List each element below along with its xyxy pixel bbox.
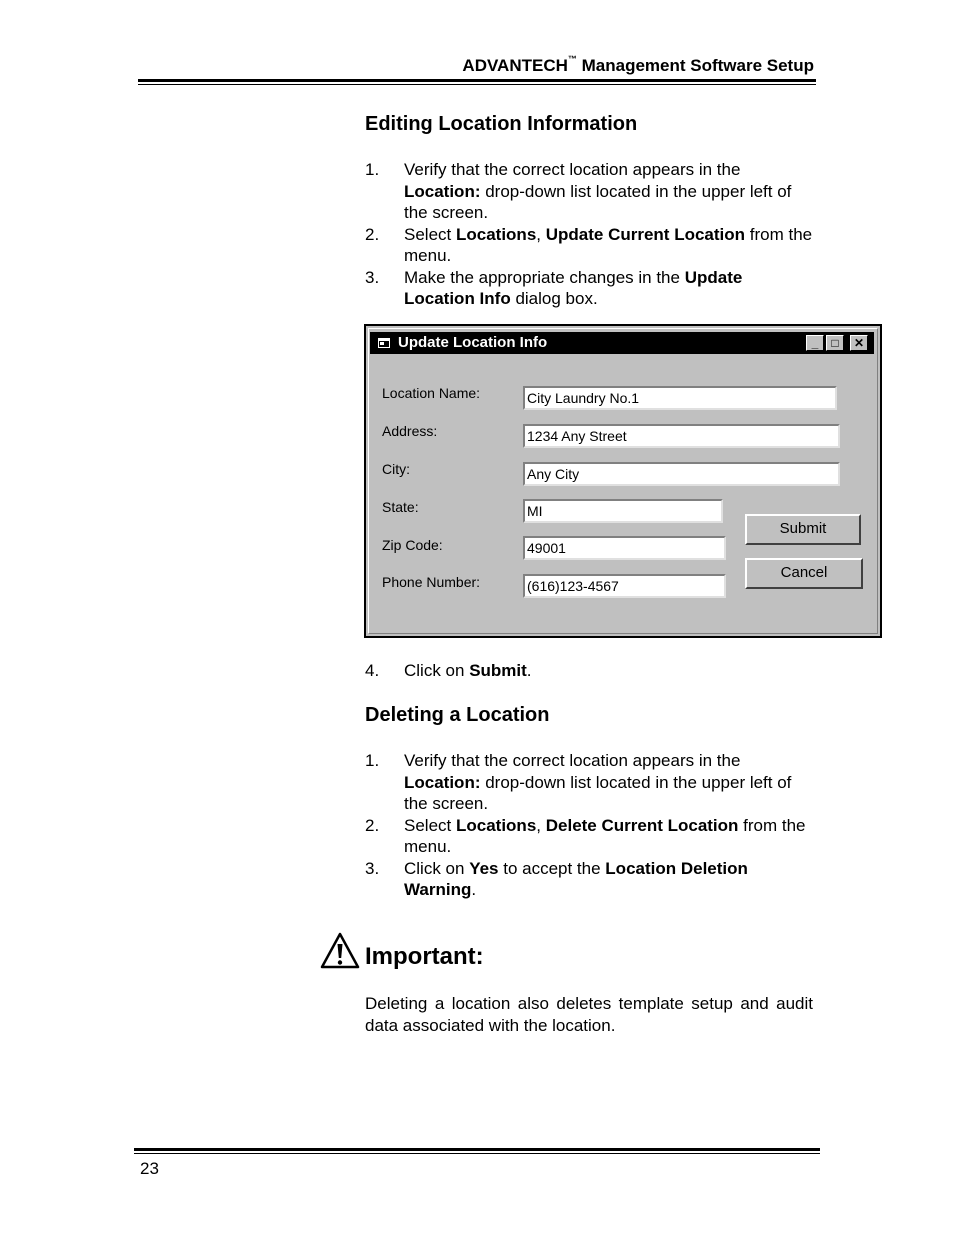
trademark-symbol: ™ [567,54,577,64]
list-item [365,660,815,682]
step-number: 4. [365,661,380,680]
list-item [365,858,815,901]
important-heading: Important: [365,943,484,970]
list-item [365,815,815,858]
step-bold: Update Location Info [404,267,743,308]
step-bold: Submit [469,661,527,680]
address-label: Address: [382,423,438,439]
maximize-button[interactable] [826,335,844,351]
step-bold: Location: [404,181,481,201]
important-text: Deleting a location also deletes template setup and audit data associated with the location. [365,994,813,1035]
step-text: drop-down list located in the upper left of the screen. [404,181,792,222]
app-window-icon [378,338,390,348]
list-item [365,750,815,815]
city-label: City: [382,461,410,477]
step-text: Select [404,815,456,835]
dialog-titlebar[interactable] [370,332,874,354]
city-field[interactable]: Any City [523,462,840,486]
header-title-rest: Management Software Setup [576,56,814,75]
cancel-button[interactable]: Cancel [745,558,863,589]
step-bold: Location Deletion Warning [404,858,748,899]
step-text: Click on [404,661,470,680]
step-text: Select [404,224,456,244]
header-rule-thin [138,84,816,85]
phone-number-field[interactable]: (616)123-4567 [523,574,726,598]
close-button[interactable] [850,335,868,351]
list-item [365,224,815,267]
step-number: 1. [365,160,380,179]
location-name-label: Location Name: [382,385,481,401]
minimize-icon: _ [811,336,819,350]
section-heading-editing: Editing Location Information [365,113,638,135]
section-heading-deleting: Deleting a Location [365,704,550,726]
step-bold: Locations [455,224,537,244]
warning-icon [320,932,360,970]
step-text: Verify that the correct location appears in the [404,160,741,179]
list-item [365,267,815,310]
update-location-dialog [364,324,882,638]
step-text: Verify that the correct location appears in the [404,751,741,770]
state-label: State: [382,499,419,515]
list-item [365,159,815,224]
step-number: 3. [365,858,380,878]
zip-code-field[interactable]: 49001 [523,536,726,560]
step-text: from the menu. [404,224,813,265]
step-text: to accept the [498,858,606,878]
page-number: 23 [140,1159,159,1178]
maximize-icon: □ [831,336,839,350]
step-number: 2. [365,224,380,244]
close-icon: ✕ [853,336,865,350]
deleting-steps-list [365,750,815,901]
step-text: dialog box. [510,289,598,308]
step-text: . [471,880,477,899]
editing-steps-list [365,159,815,310]
step-text: , [536,224,546,244]
step-text: drop-down list located in the upper left of the screen. [404,772,792,813]
submit-button[interactable]: Submit [745,514,861,545]
step-text: Make the appropriate changes in the [404,267,685,287]
phone-number-label: Phone Number: [382,574,481,590]
location-name-field[interactable]: City Laundry No.1 [523,386,837,410]
page-header [420,56,814,76]
step-bold: Location: [404,772,481,792]
editing-step-4 [365,660,815,682]
step-text: . [526,661,532,680]
step-text: , [536,815,546,835]
step-bold: Yes [469,858,499,878]
zip-code-label: Zip Code: [382,537,443,553]
footer-rule-thick [134,1148,820,1151]
step-number: 2. [365,815,380,835]
step-text: from the menu. [404,815,806,856]
step-bold: Locations [455,815,537,835]
minimize-button[interactable] [806,335,824,351]
brand-name: ADVANTECH [462,56,568,75]
header-rule-thick [138,79,816,82]
step-text: Click on [404,858,470,878]
footer-rule-thin [134,1153,820,1154]
step-bold: Update Current Location [545,224,746,244]
address-field[interactable]: 1234 Any Street [523,424,840,448]
state-field[interactable]: MI [523,499,723,523]
step-number: 1. [365,751,380,770]
step-number: 3. [365,267,380,287]
step-bold: Delete Current Location [545,815,739,835]
dialog-title: Update Location Info [398,334,548,351]
